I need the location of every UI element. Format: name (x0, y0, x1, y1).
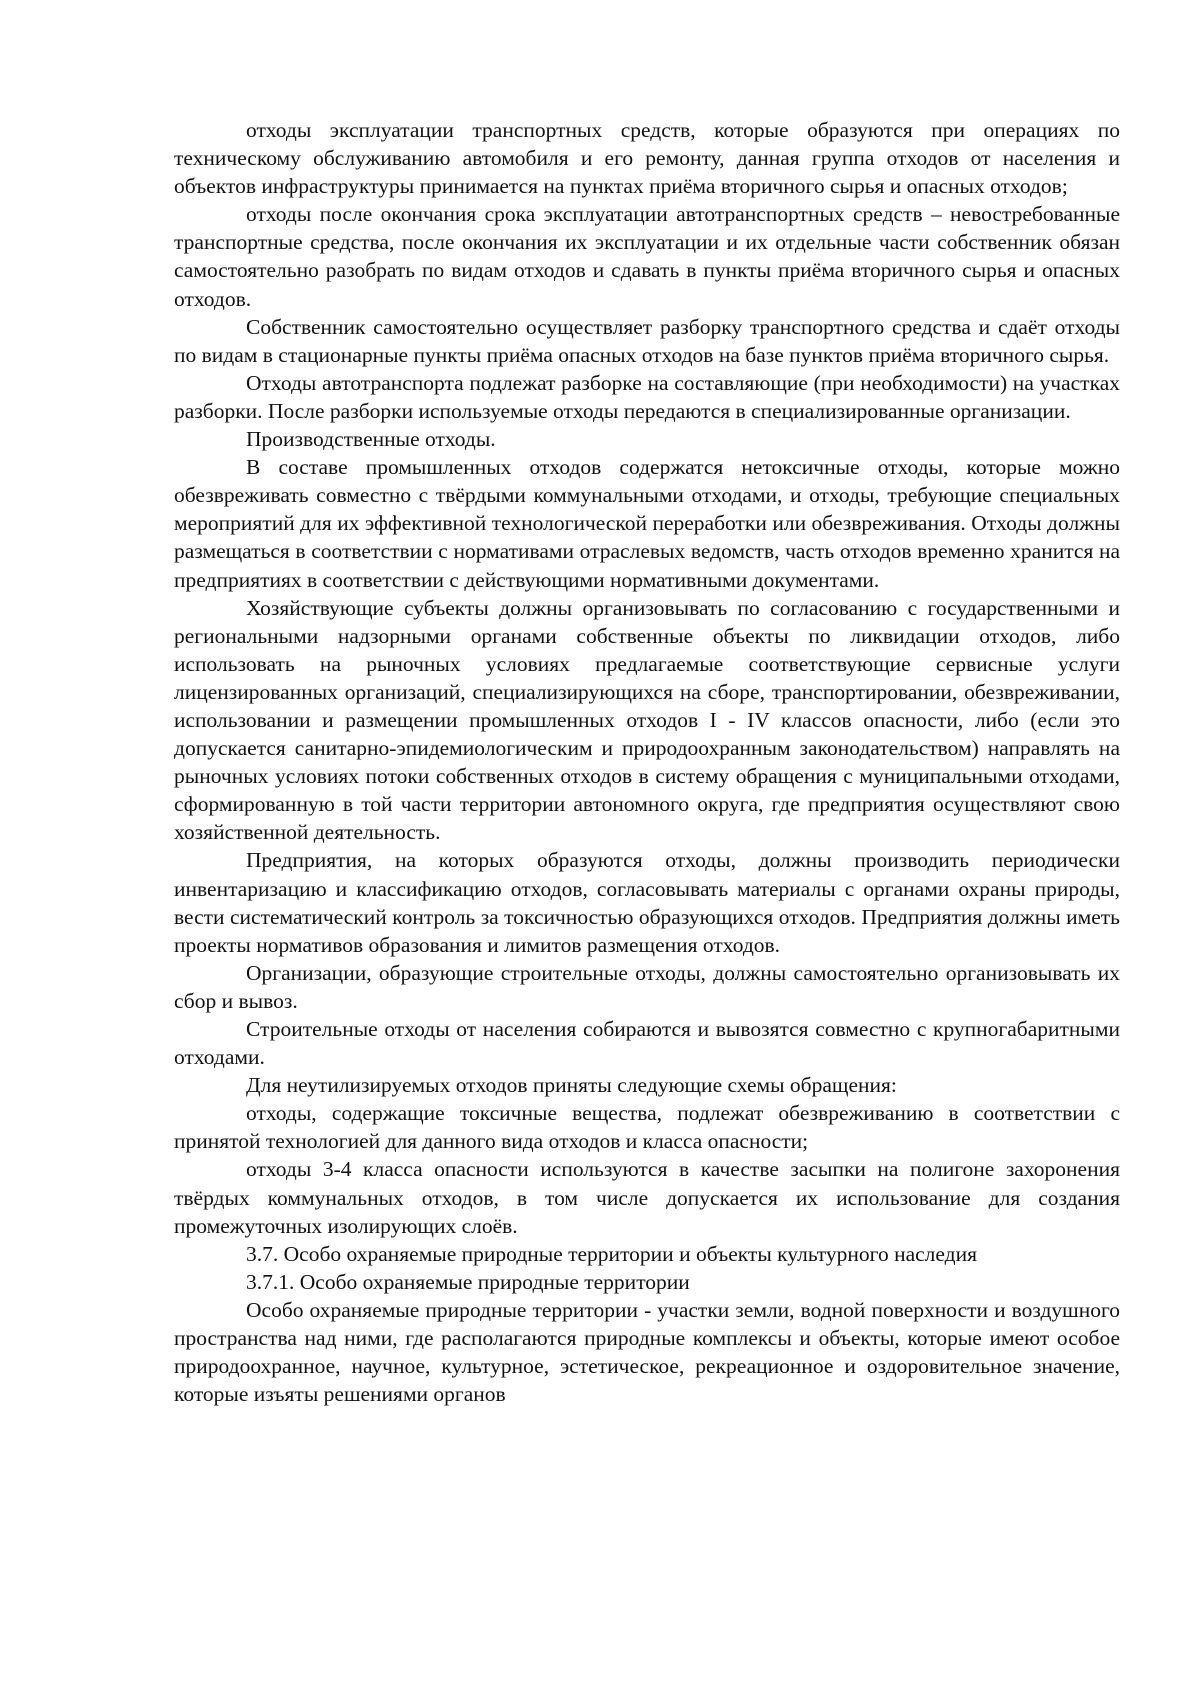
paragraph-toxic-waste: отходы, содержащие токсичные вещества, подлежат обезвреживанию в соответствии с принятой технологией для данного вида отходов и класса опасности; (174, 1101, 1120, 1154)
paragraph-construction-waste-population: Строительные отходы от населения собираются и вывозятся совместно с крупногабаритными отходами. (174, 1017, 1120, 1070)
paragraph-business-entities: Хозяйствующие субъекты должны организовывать по согласованию с государственными и региональными надзорными органами собственные объекты по ликвидации отходов, либо использовать на рыночных условиях предлагаемые соответствующие сервисные услуги лицензированных организаций, специализирующихся на сборе, транспортировании, обезвреживании, использовании и размещении промышленных отходов I - IV классов опасности, либо (если это допускается санитарно-эпидемиологическим и природоохранным законодательством) направлять на рыночных условиях потоки собственных отходов в систему обращения с муниципальными отходами, сформированную в той части территории автономного округа, где предприятия осуществляют свою хозяйственной деятельность. (174, 595, 1120, 845)
paragraph-industrial-waste-composition: В составе промышленных отходов содержатся нетоксичные отходы, которые можно обезвреживать совместно с твёрдыми коммунальными отходами, и отходы, требующие специальных мероприятий для их эффективной технологической переработки или обезвреживания. Отходы должны размещаться в соответствии с нормативами отраслевых ведомств, часть отходов временно хранится на предприятиях в соответствии с действующими нормативными документами. (174, 455, 1120, 592)
paragraph-owner-disassembly: Собственник самостоятельно осуществляет разборку транспортного средства и сдаёт отходы по видам в стационарные пункты приёма опасных отходов на базе пунктов приёма вторичного сырья. (174, 314, 1120, 367)
document-body (174, 116, 1120, 1408)
paragraph-vehicle-operation-waste: отходы эксплуатации транспортных средств, которые образуются при операциях по техническому обслуживанию автомобиля и его ремонту, данная группа отходов от населения и объектов инфраструктуры принимается на пунктах приёма вторичного сырья и опасных отходов; (174, 118, 1120, 199)
paragraph-industrial-waste-heading: Производственные отходы. (246, 427, 496, 452)
section-heading-3-7: 3.7. Особо охраняемые природные территории и объекты культурного наследия (246, 1241, 977, 1266)
paragraph-non-recyclable-schemes: Для неутилизируемых отходов приняты следующие схемы обращения: (246, 1073, 897, 1098)
paragraph-construction-organizations: Организации, образующие строительные отходы, должны самостоятельно организовывать их сбор и вывоз. (174, 960, 1120, 1013)
paragraph-enterprises-inventory: Предприятия, на которых образуются отходы, должны производить периодически инвентаризацию и классификацию отходов, согласовывать материалы с органами охраны природы, вести систематический контроль за токсичностью образующихся отходов. Предприятия должны иметь проекты нормативов образования и лимитов размещения отходов. (174, 848, 1120, 957)
paragraph-hazard-class-3-4: отходы 3-4 класса опасности используются в качестве засыпки на полигоне захоронения твёрдых коммунальных отходов, в том числе допускается их использование для создания промежуточных изолирующих слоёв. (174, 1157, 1120, 1238)
section-heading-3-7-1: 3.7.1. Особо охраняемые природные территории (246, 1269, 690, 1294)
paragraph-protected-areas-definition: Особо охраняемые природные территории - участки земли, водной поверхности и воздушного пространства над ними, где располагаются природные комплексы и объекты, которые имеют особое природоохранное, научное, культурное, эстетическое, рекреационное и оздоровительное значение, которые изъяты решениями органов (174, 1297, 1120, 1407)
paragraph-vehicle-waste-disassembly: Отходы автотранспорта подлежат разборке на составляющие (при необходимости) на участках разборки. После разборки используемые отходы передаются в специализированные организации. (174, 370, 1120, 423)
paragraph-end-of-life-vehicles: отходы после окончания срока эксплуатации автотранспортных средств – невостребованные транспортные средства, после окончания их эксплуатации и их отдельные части собственник обязан самостоятельно разобрать по видам отходов и сдавать в пункты приёма вторичного сырья и опасных отходов. (174, 202, 1120, 311)
